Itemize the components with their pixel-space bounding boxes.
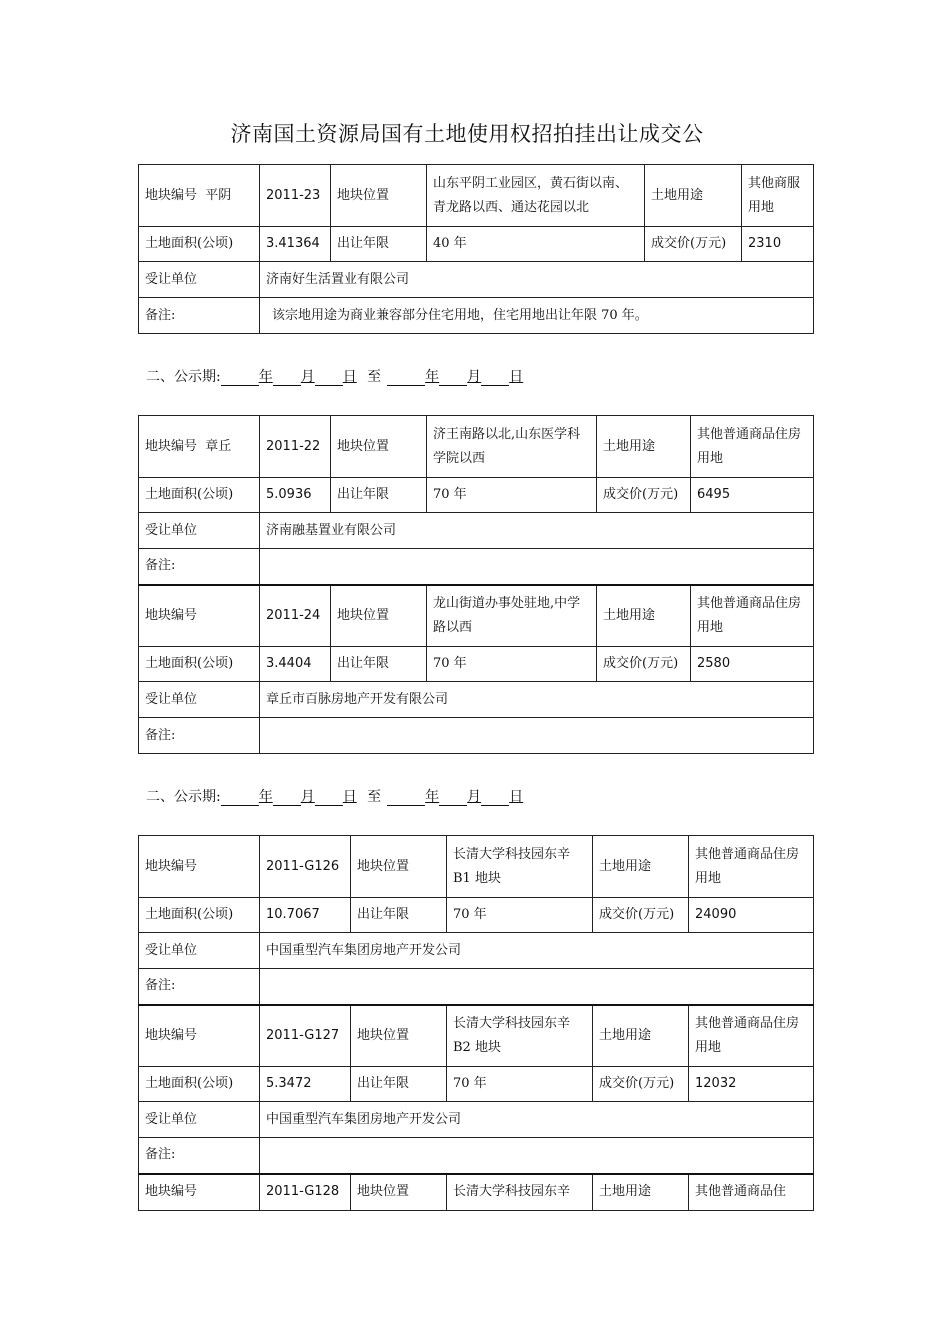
grantee-label: 受让单位 xyxy=(139,513,260,549)
remark-value xyxy=(260,969,814,1005)
parcel-no-label: 地块编号 平阴 xyxy=(139,165,260,227)
area-label: 土地面积(公顷) xyxy=(139,898,260,933)
grantee-label: 受让单位 xyxy=(139,1102,260,1138)
term-value: 70 年 xyxy=(447,898,593,933)
table-row xyxy=(139,1005,814,1067)
grantee-label: 受让单位 xyxy=(139,262,260,298)
location-value: 长清大学科技园东辛 B1 地块 xyxy=(447,836,593,898)
remark-value xyxy=(260,1138,814,1174)
parcel-code: 2011-G127 xyxy=(260,1005,351,1067)
table-row xyxy=(139,227,814,262)
publicity-period xyxy=(146,366,523,386)
table-row xyxy=(139,478,814,513)
land-use-value: 其他普通商品住 xyxy=(689,1174,814,1211)
table-row xyxy=(139,513,814,549)
table-row xyxy=(139,969,814,1005)
land-use-label: 土地用途 xyxy=(593,1174,689,1211)
period-year: 年 xyxy=(258,369,273,385)
remark-value: 该宗地用途为商业兼容部分住宅用地，住宅用地出让年限 70 年。 xyxy=(260,298,814,334)
location-label: 地块位置 xyxy=(351,1174,447,1211)
land-use-value: 其他商服用地 xyxy=(742,165,814,227)
location-label: 地块位置 xyxy=(331,585,427,647)
location-label: 地块位置 xyxy=(351,836,447,898)
period-day: 日 xyxy=(342,789,357,805)
land-use-label: 土地用途 xyxy=(597,585,691,647)
remark-label: 备注: xyxy=(139,1138,260,1174)
table-row xyxy=(139,682,814,718)
area-value: 3.41364 xyxy=(260,227,331,262)
area-label: 土地面积(公顷) xyxy=(139,1067,260,1102)
period-label: 二、公示期: xyxy=(146,369,221,385)
remark-label: 备注: xyxy=(139,549,260,585)
term-label: 出让年限 xyxy=(351,898,447,933)
location-value: 济王南路以北,山东医学科学院以西 xyxy=(427,416,597,478)
parcel-no-label: 地块编号 xyxy=(139,836,260,898)
table-row xyxy=(139,836,814,898)
remark-value xyxy=(260,549,814,585)
table-row xyxy=(139,1067,814,1102)
land-use-label: 土地用途 xyxy=(645,165,742,227)
period-year: 年 xyxy=(258,789,273,805)
price-label: 成交价(万元) xyxy=(645,227,742,262)
term-label: 出让年限 xyxy=(351,1067,447,1102)
location-value: 长清大学科技园东辛 B2 地块 xyxy=(447,1005,593,1067)
area-value: 5.0936 xyxy=(260,478,331,513)
table-row xyxy=(139,718,814,754)
price-value: 2580 xyxy=(691,647,814,682)
land-table-pingyin xyxy=(138,164,814,334)
page-title: 济南国土资源局国有土地使用权招拍挂出让成交公 xyxy=(230,122,704,146)
grantee-value: 济南融基置业有限公司 xyxy=(260,513,814,549)
land-table-changqing xyxy=(138,835,814,1211)
term-value: 40 年 xyxy=(427,227,645,262)
remark-value xyxy=(260,718,814,754)
term-value: 70 年 xyxy=(427,647,597,682)
price-label: 成交价(万元) xyxy=(597,478,691,513)
table-row xyxy=(139,416,814,478)
price-label: 成交价(万元) xyxy=(597,647,691,682)
location-label: 地块位置 xyxy=(351,1005,447,1067)
remark-label: 备注: xyxy=(139,298,260,334)
table-row xyxy=(139,262,814,298)
parcel-no-label: 地块编号 xyxy=(139,585,260,647)
grantee-label: 受让单位 xyxy=(139,933,260,969)
table-row xyxy=(139,647,814,682)
land-use-label: 土地用途 xyxy=(597,416,691,478)
land-use-value: 其他普通商品住房用地 xyxy=(689,1005,814,1067)
parcel-code: 2011-23 xyxy=(260,165,331,227)
parcel-no-label: 地块编号 章丘 xyxy=(139,416,260,478)
area-value: 10.7067 xyxy=(260,898,351,933)
table-row xyxy=(139,585,814,647)
location-value: 山东平阴工业园区，黄石街以南、青龙路以西、通达花园以北 xyxy=(427,165,645,227)
term-label: 出让年限 xyxy=(331,647,427,682)
price-value: 6495 xyxy=(691,478,814,513)
price-label: 成交价(万元) xyxy=(593,898,689,933)
area-value: 5.3472 xyxy=(260,1067,351,1102)
period-label: 二、公示期: xyxy=(146,789,221,805)
area-value: 3.4404 xyxy=(260,647,331,682)
grantee-value: 章丘市百脉房地产开发有限公司 xyxy=(260,682,814,718)
table-row xyxy=(139,165,814,227)
period-to: 至 xyxy=(367,789,382,805)
period-month: 月 xyxy=(300,369,315,385)
period-month: 月 xyxy=(467,369,482,385)
table-row xyxy=(139,1102,814,1138)
area-label: 土地面积(公顷) xyxy=(139,478,260,513)
land-use-label: 土地用途 xyxy=(593,836,689,898)
area-label: 土地面积(公顷) xyxy=(139,647,260,682)
table-row xyxy=(139,898,814,933)
grantee-label: 受让单位 xyxy=(139,682,260,718)
term-label: 出让年限 xyxy=(331,227,427,262)
price-value: 12032 xyxy=(689,1067,814,1102)
period-year: 年 xyxy=(425,789,440,805)
remark-label: 备注: xyxy=(139,718,260,754)
parcel-code: 2011-24 xyxy=(260,585,331,647)
land-use-value: 其他普通商品住房用地 xyxy=(691,416,814,478)
table-row xyxy=(139,1138,814,1174)
table-row xyxy=(139,1174,814,1211)
grantee-value: 中国重型汽车集团房地产开发公司 xyxy=(260,1102,814,1138)
parcel-code: 2011-G128 xyxy=(260,1174,351,1211)
grantee-value: 济南好生活置业有限公司 xyxy=(260,262,814,298)
period-day: 日 xyxy=(342,369,357,385)
price-value: 24090 xyxy=(689,898,814,933)
term-value: 70 年 xyxy=(427,478,597,513)
term-label: 出让年限 xyxy=(331,478,427,513)
period-month: 月 xyxy=(300,789,315,805)
period-month: 月 xyxy=(467,789,482,805)
remark-label: 备注: xyxy=(139,969,260,1005)
land-table-zhangqiu xyxy=(138,415,814,754)
parcel-no-label: 地块编号 xyxy=(139,1005,260,1067)
table-row xyxy=(139,549,814,585)
location-label: 地块位置 xyxy=(331,165,427,227)
table-row xyxy=(139,933,814,969)
table-row xyxy=(139,298,814,334)
land-use-value: 其他普通商品住房用地 xyxy=(691,585,814,647)
land-use-label: 土地用途 xyxy=(593,1005,689,1067)
period-day: 日 xyxy=(509,789,524,805)
parcel-code: 2011-22 xyxy=(260,416,331,478)
location-value: 龙山街道办事处驻地,中学路以西 xyxy=(427,585,597,647)
location-label: 地块位置 xyxy=(331,416,427,478)
parcel-no-label: 地块编号 xyxy=(139,1174,260,1211)
period-year: 年 xyxy=(425,369,440,385)
period-day: 日 xyxy=(509,369,524,385)
period-to: 至 xyxy=(367,369,382,385)
price-label: 成交价(万元) xyxy=(593,1067,689,1102)
price-value: 2310 xyxy=(742,227,814,262)
publicity-period xyxy=(146,786,523,806)
parcel-code: 2011-G126 xyxy=(260,836,351,898)
grantee-value: 中国重型汽车集团房地产开发公司 xyxy=(260,933,814,969)
location-value: 长清大学科技园东辛 xyxy=(447,1174,593,1211)
area-label: 土地面积(公顷) xyxy=(139,227,260,262)
land-use-value: 其他普通商品住房用地 xyxy=(689,836,814,898)
term-value: 70 年 xyxy=(447,1067,593,1102)
